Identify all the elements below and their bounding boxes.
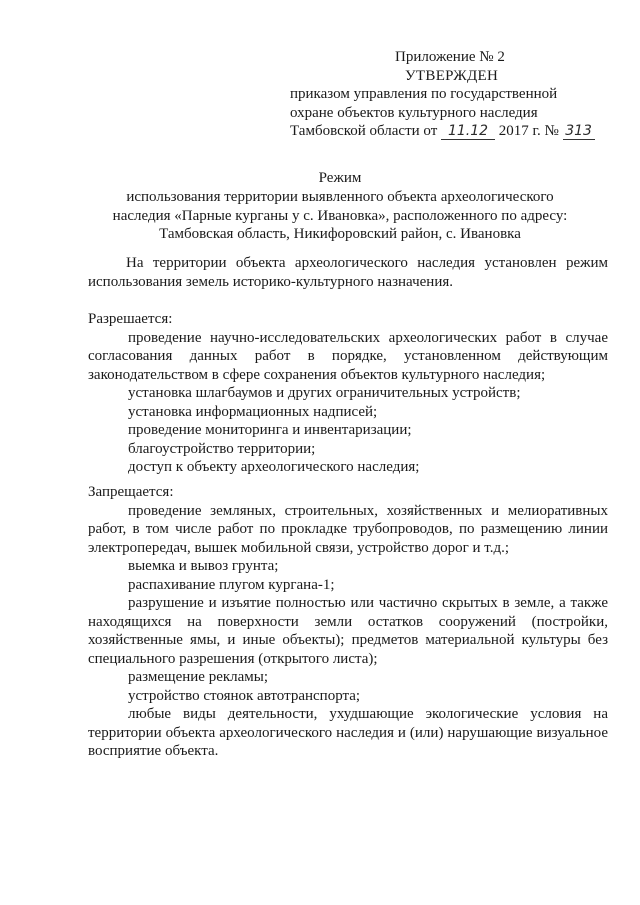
forbidden-item: любые виды деятельности, ухудшающие экологические условия на территории объекта археологического наследия и (или) нарушающие визуальное восприятие объекта. (88, 706, 608, 759)
order-date-prefix: Тамбовской области от (290, 123, 438, 139)
allowed-item: установка информационных надписей; (128, 403, 378, 420)
subtitle-line: Тамбовская область, Никифоровский район, с. Ивановка (159, 226, 521, 242)
forbidden-section (88, 483, 608, 761)
intro-paragraph: На территории объекта археологического наследия установлен режим использования земель историко-культурного назначения. (88, 255, 608, 290)
allowed-item: проведение научно-исследовательских археологических работ в случае согласования данных работ в порядке, установленном действующим законодательством в сфере сохранения объектов культурного наследия; (88, 329, 608, 383)
forbidden-item: выемка и вывоз грунта; (128, 558, 279, 574)
subtitle-line: использования территории выявленного объекта археологического (126, 189, 554, 205)
allowed-item: доступ к объекту археологического наследия; (128, 459, 420, 475)
order-year-number: 2017 г. № (498, 123, 559, 139)
allowed-item: установка шлагбаумов и других ограничительных устройств; (128, 385, 521, 401)
document-subtitle (60, 188, 620, 244)
subtitle-line: наследия «Парные курганы у с. Ивановка», расположенного по адресу: (112, 207, 568, 224)
forbidden-heading: Запрещается: (88, 484, 174, 500)
approval-header (290, 48, 610, 141)
document-title: Режим (318, 170, 362, 186)
handwritten-order-number: 313 (563, 124, 595, 140)
appendix-label: Приложение № 2 (395, 49, 505, 65)
allowed-heading: Разрешается: (88, 311, 173, 327)
allowed-item: проведение мониторинга и инвентаризации; (128, 422, 412, 438)
allowed-section (88, 310, 608, 477)
forbidden-item: размещение рекламы; (128, 669, 269, 685)
forbidden-item: распахивание плугом кургана-1; (128, 576, 335, 593)
forbidden-item: проведение земляных, строительных, хозяйственных и мелиоративных работ, в том числе работ по прокладке трубопроводов, по размещению линии электропередач, вышек мобильной связи, устройство дорог и т.д.; (88, 502, 608, 556)
handwritten-date: 11.12 (441, 124, 495, 140)
approved-label: УТВЕРЖДЕН (405, 67, 499, 84)
order-line-1: приказом управления по государственной (290, 86, 558, 102)
order-line-2: охране объектов культурного наследия (290, 104, 538, 121)
forbidden-item: устройство стоянок автотранспорта; (128, 687, 361, 704)
allowed-item: благоустройство территории; (128, 440, 316, 457)
order-date-line (290, 122, 610, 141)
forbidden-item: разрушение и изъятие полностью или частично скрытых в земле, а также находящихся на поверхности земли остатков сооружений (постройки, хозяйственные ямы, и иные объекты); предметов материальной культуры без специального разрешения (открытого листа); (88, 595, 608, 667)
